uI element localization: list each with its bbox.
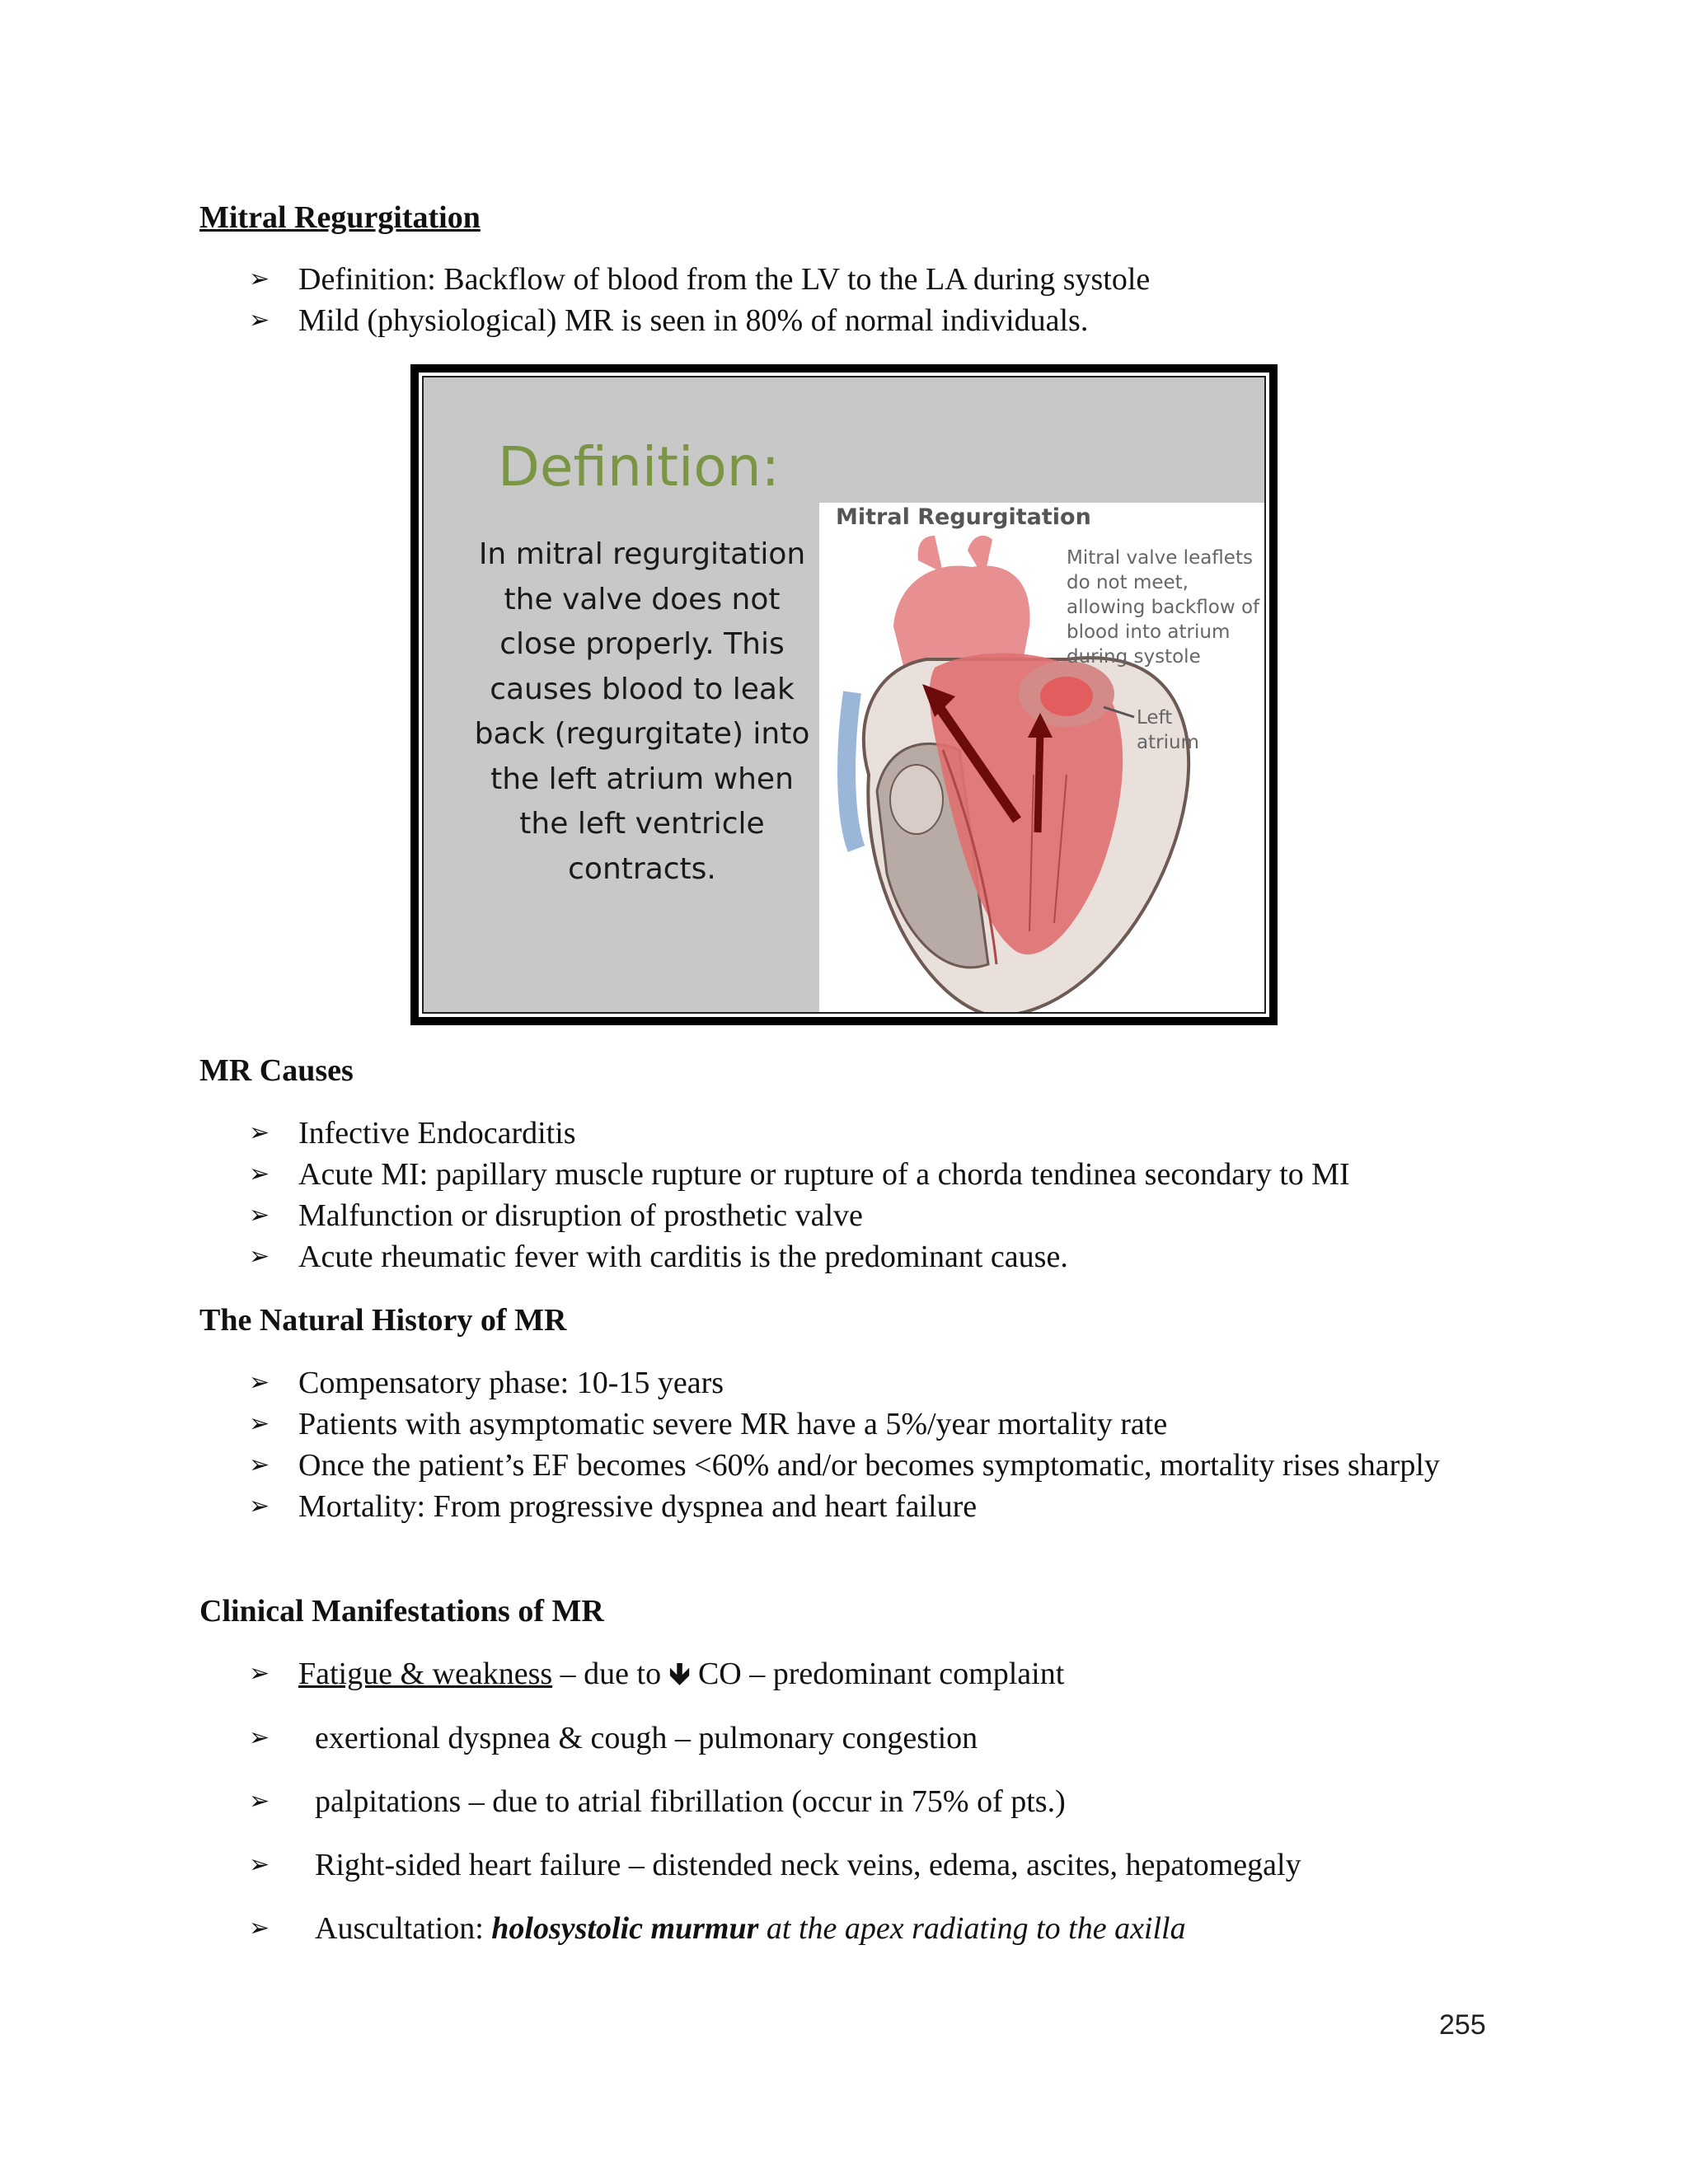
figure-definition-text: In mitral regurgitation the valve does not close properly. This causes blood to leak back (regurgitate) into the left atrium when the left ventricle contracts. bbox=[474, 537, 810, 886]
list-item: ➢ exertional dyspnea & cough – pulmonary congestion bbox=[249, 1718, 1469, 1759]
arrow-bullet-icon: ➢ bbox=[249, 1368, 270, 1397]
arrow-bullet-icon: ➢ bbox=[249, 1723, 270, 1752]
list-item: ➢ Right-sided heart failure – distended neck veins, edema, ascites, hepatomegaly bbox=[249, 1844, 1469, 1886]
history-bullet-list bbox=[249, 1362, 1469, 1527]
arrow-bullet-icon: ➢ bbox=[249, 1850, 270, 1879]
list-item: ➢ Patients with asymptomatic severe MR have a 5%/year mortality rate bbox=[249, 1404, 1469, 1445]
list-item: ➢ Mild (physiological) MR is seen in 80% of normal individuals. bbox=[249, 300, 1469, 341]
arrow-bullet-icon: ➢ bbox=[249, 306, 270, 335]
mitral-regurgitation-figure bbox=[410, 364, 1278, 1025]
list-item: ➢ Once the patient’s EF becomes <60% and/or becomes symptomatic, mortality rises sharply bbox=[249, 1445, 1469, 1486]
list-item: ➢ Auscultation: holosystolic murmur at the apex radiating to the axilla bbox=[249, 1908, 1469, 1949]
section-heading-mitral-regurgitation: Mitral Regurgitation bbox=[199, 200, 481, 235]
list-item: ➢ Definition: Backflow of blood from the LV to the LA during systole bbox=[249, 259, 1469, 300]
section-heading-mr-causes: MR Causes bbox=[199, 1053, 354, 1088]
list-item: ➢ Malfunction or disruption of prosthetic valve bbox=[249, 1195, 1469, 1236]
list-item: ➢ Mortality: From progressive dyspnea and heart failure bbox=[249, 1486, 1469, 1527]
down-arrow-icon: 🡻 bbox=[668, 1657, 691, 1691]
heart-diagram-panel bbox=[819, 503, 1266, 1014]
causes-bullet-list bbox=[249, 1113, 1469, 1277]
arrow-bullet-icon: ➢ bbox=[249, 1242, 270, 1271]
list-item: ➢ Fatigue & weakness – due to 🡻 CO – predominant complaint bbox=[249, 1653, 1469, 1695]
heart-diagram-title: Mitral Regurgitation bbox=[836, 504, 1091, 530]
heart-diagram-note: Mitral valve leaflets do not meet, allowing backflow of blood into atrium during systole bbox=[1067, 547, 1260, 668]
page-number: 255 bbox=[1439, 2009, 1486, 2041]
arrow-bullet-icon: ➢ bbox=[249, 1914, 270, 1943]
arrow-bullet-icon: ➢ bbox=[249, 1492, 270, 1521]
figure-definition-title: Definition: bbox=[498, 435, 780, 499]
arrow-bullet-icon: ➢ bbox=[249, 1659, 270, 1688]
definition-bullet-list bbox=[249, 259, 1469, 341]
arrow-bullet-icon: ➢ bbox=[249, 1787, 270, 1816]
list-item: ➢ Compensatory phase: 10-15 years bbox=[249, 1362, 1469, 1404]
clinical-bullet-list bbox=[249, 1653, 1469, 1971]
arrow-bullet-icon: ➢ bbox=[249, 1118, 270, 1147]
list-item: ➢ Acute MI: papillary muscle rupture or rupture of a chorda tendinea secondary to MI bbox=[249, 1154, 1469, 1195]
list-item: ➢ Acute rheumatic fever with carditis is the predominant cause. bbox=[249, 1236, 1469, 1277]
arrow-bullet-icon: ➢ bbox=[249, 1201, 270, 1230]
section-heading-natural-history: The Natural History of MR bbox=[199, 1303, 567, 1338]
arrow-bullet-icon: ➢ bbox=[249, 1160, 270, 1188]
arrow-bullet-icon: ➢ bbox=[249, 265, 270, 293]
list-item: ➢ palpitations – due to atrial fibrillation (occur in 75% of pts.) bbox=[249, 1781, 1469, 1822]
left-atrium-label: Left atrium bbox=[1137, 707, 1199, 753]
section-heading-clinical-manifestations: Clinical Manifestations of MR bbox=[199, 1594, 604, 1629]
arrow-bullet-icon: ➢ bbox=[249, 1451, 270, 1479]
list-item: ➢ Infective Endocarditis bbox=[249, 1113, 1469, 1154]
arrow-bullet-icon: ➢ bbox=[249, 1409, 270, 1438]
